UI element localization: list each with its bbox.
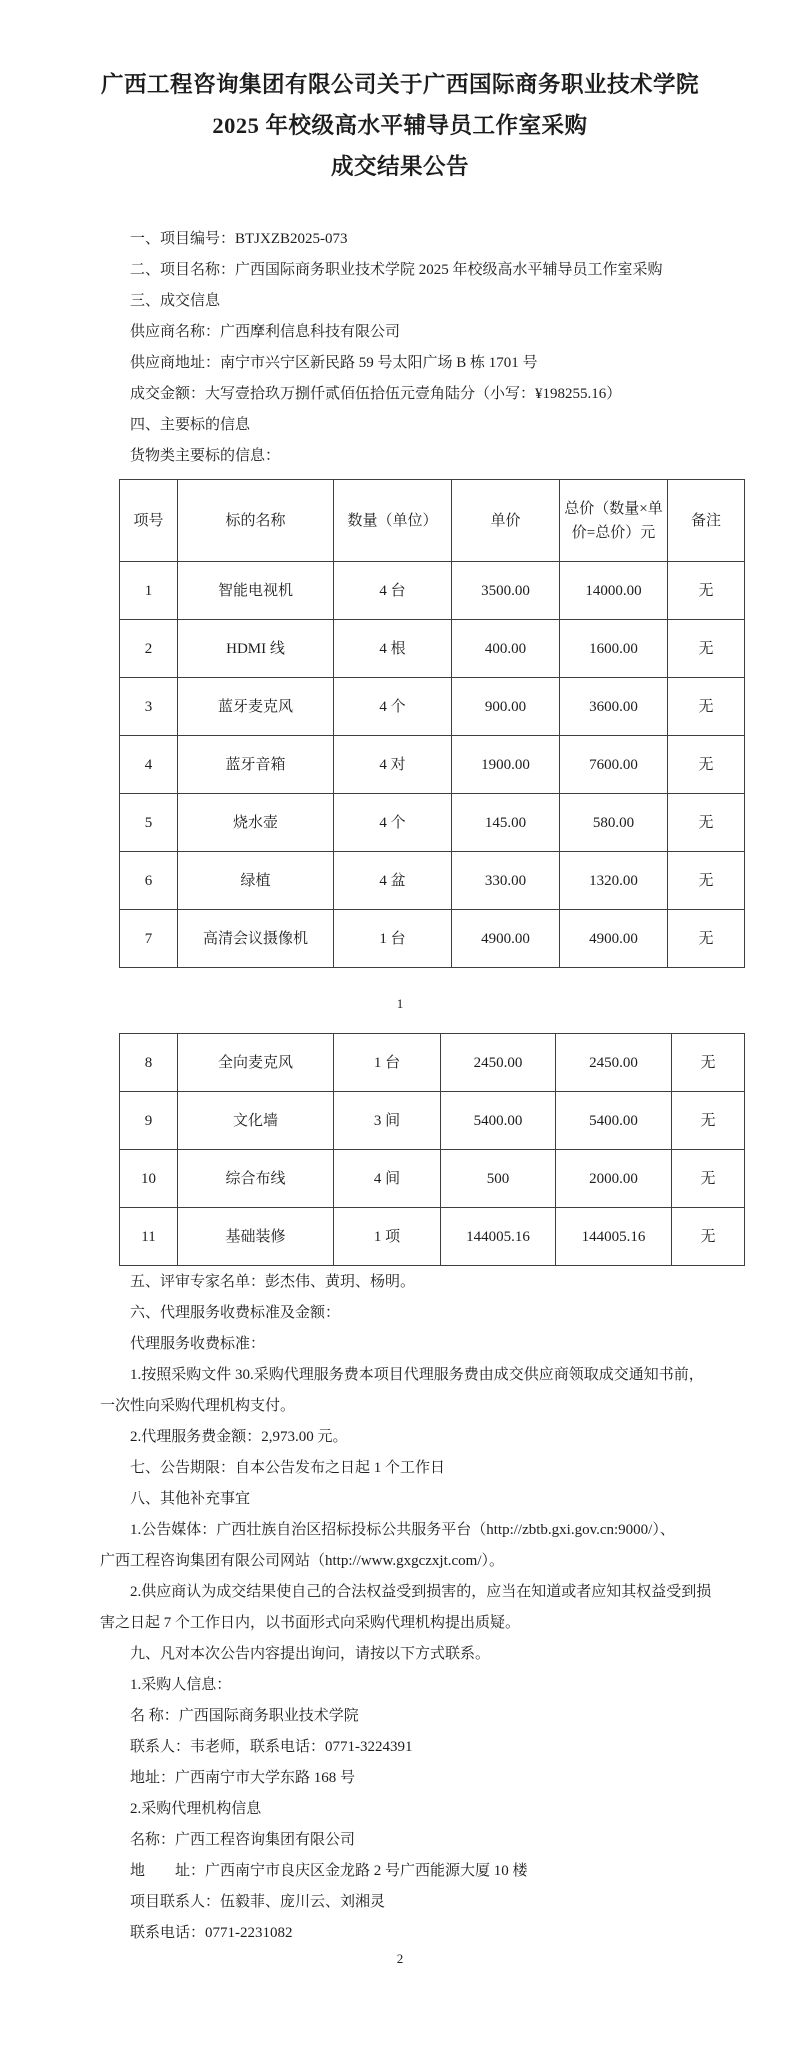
table-cell: 4 对	[334, 736, 452, 794]
main-subject-heading: 四、主要标的信息	[130, 417, 251, 433]
table-cell: 3600.00	[560, 678, 668, 736]
table-cell: 无	[668, 794, 745, 852]
table-cell: 6	[120, 852, 178, 910]
table-cell: 3 间	[334, 1092, 441, 1150]
table-cell: 无	[668, 678, 745, 736]
table-cell: 2	[120, 620, 178, 678]
table-row	[120, 678, 745, 736]
table-cell: 2450.00	[556, 1034, 672, 1092]
goods-table-page1	[119, 479, 745, 968]
column-header: 标的名称	[178, 480, 334, 562]
column-header: 项号	[120, 480, 178, 562]
table-cell: 基础装修	[178, 1208, 334, 1266]
table-cell: 4 个	[334, 794, 452, 852]
table-cell: 无	[672, 1150, 745, 1208]
table-cell: 14000.00	[560, 562, 668, 620]
table-cell: 4	[120, 736, 178, 794]
table-row	[120, 736, 745, 794]
table-cell: 1320.00	[560, 852, 668, 910]
table-cell: 1 台	[334, 1034, 441, 1092]
table-cell: 4 个	[334, 678, 452, 736]
table-row	[120, 1208, 745, 1266]
table-cell: 烧水壶	[178, 794, 334, 852]
table-cell: 全向麦克风	[178, 1034, 334, 1092]
table-cell: 4 间	[334, 1150, 441, 1208]
table-cell: 3	[120, 678, 178, 736]
table-cell: 无	[672, 1208, 745, 1266]
table-cell: 10	[120, 1150, 178, 1208]
table-cell: 无	[668, 736, 745, 794]
intro-section	[0, 224, 800, 472]
purchaser-contact: 联系人：韦老师，联系电话：0771-3224391	[130, 1739, 413, 1755]
title-line-2: 2025 年校级高水平辅导员工作室采购	[212, 113, 588, 138]
title-line-3: 成交结果公告	[330, 154, 469, 179]
column-header: 备注	[668, 480, 745, 562]
table-cell: 文化墙	[178, 1092, 334, 1150]
table-row	[120, 794, 745, 852]
table-cell: 900.00	[452, 678, 560, 736]
table-cell: 蓝牙麦克风	[178, 678, 334, 736]
document-title	[0, 64, 800, 187]
goods-subject-label: 货物类主要标的信息：	[130, 448, 281, 464]
table-cell: 1	[120, 562, 178, 620]
goods-table-page2	[119, 1033, 745, 1266]
column-header: 单价	[452, 480, 560, 562]
table-cell: 2000.00	[556, 1150, 672, 1208]
challenge-line2: 害之日起 7 个工作日内，以书面形式向采购代理机构提出质疑。	[100, 1615, 521, 1631]
table-cell: 4 盆	[334, 852, 452, 910]
table-cell: 145.00	[452, 794, 560, 852]
table-cell: 1900.00	[452, 736, 560, 794]
table-row	[120, 562, 745, 620]
table-cell: 智能电视机	[178, 562, 334, 620]
award-amount: 成交金额：大写壹拾玖万捌仟贰佰伍拾伍元壹角陆分（小写：¥198255.16）	[130, 386, 622, 402]
table-cell: 8	[120, 1034, 178, 1092]
supplier-name: 供应商名称：广西摩利信息科技有限公司	[130, 324, 401, 340]
table-cell: 330.00	[452, 852, 560, 910]
table-cell: 400.00	[452, 620, 560, 678]
table-row	[120, 1150, 745, 1208]
table-cell: 7600.00	[560, 736, 668, 794]
table-cell: HDMI 线	[178, 620, 334, 678]
agency-phone: 联系电话：0771-2231082	[130, 1925, 293, 1941]
table-cell: 11	[120, 1208, 178, 1266]
table-cell: 4 根	[334, 620, 452, 678]
agency-address: 地 址：广西南宁市良庆区金龙路 2 号广西能源大厦 10 楼	[130, 1863, 528, 1879]
fee-standard-text-line2: 一次性向采购代理机构支付。	[100, 1398, 296, 1414]
table-cell: 3500.00	[452, 562, 560, 620]
table-cell: 500	[441, 1150, 556, 1208]
agency-fee-heading: 六、代理服务收费标准及金额：	[130, 1305, 341, 1321]
table-cell: 144005.16	[556, 1208, 672, 1266]
table-cell: 4 台	[334, 562, 452, 620]
table-cell: 1 台	[334, 910, 452, 968]
table-cell: 高清会议摄像机	[178, 910, 334, 968]
table-row	[120, 852, 745, 910]
fee-amount: 2.代理服务费金额：2,973.00 元。	[130, 1429, 348, 1445]
table-cell: 无	[668, 852, 745, 910]
table-cell: 7	[120, 910, 178, 968]
title-line-1: 广西工程咨询集团有限公司关于广西国际商务职业技术学院	[100, 72, 699, 97]
table-cell: 综合布线	[178, 1150, 334, 1208]
table-cell: 无	[668, 910, 745, 968]
supplier-address: 供应商地址：南宁市兴宁区新民路 59 号太阳广场 B 栋 1701 号	[130, 355, 538, 371]
table-row	[120, 620, 745, 678]
agency-name: 名称：广西工程咨询集团有限公司	[130, 1832, 356, 1848]
other-matters-heading: 八、其他补充事宜	[130, 1491, 251, 1507]
column-header: 总价（数量×单价=总价）元	[560, 480, 668, 562]
table-cell: 绿植	[178, 852, 334, 910]
challenge-line1: 2.供应商认为成交结果使自己的合法权益受到损害的，应当在知道或者应知其权益受到损	[130, 1584, 712, 1600]
page-number-1: 1	[396, 996, 404, 1011]
media-line2: 广西工程咨询集团有限公司网站（http://www.gxgczxjt.com/）。	[100, 1553, 505, 1569]
table-row	[120, 910, 745, 968]
announcement-period: 七、公告期限：自本公告发布之日起 1 个工作日	[130, 1460, 446, 1476]
notes-section	[0, 1267, 800, 1949]
fee-standard-label: 代理服务收费标准：	[130, 1336, 266, 1352]
purchaser-address: 地址：广西南宁市大学东路 168 号	[130, 1770, 356, 1786]
table-cell: 蓝牙音箱	[178, 736, 334, 794]
table-cell: 无	[668, 620, 745, 678]
table-cell: 2450.00	[441, 1034, 556, 1092]
table-cell: 1 项	[334, 1208, 441, 1266]
table-cell: 4900.00	[452, 910, 560, 968]
goods-table-header-row	[120, 480, 745, 562]
table-cell: 无	[668, 562, 745, 620]
purchaser-name: 名 称：广西国际商务职业技术学院	[130, 1708, 359, 1724]
table-cell: 5	[120, 794, 178, 852]
column-header: 数量（单位）	[334, 480, 452, 562]
purchaser-heading: 1.采购人信息：	[130, 1677, 232, 1693]
table-cell: 无	[672, 1092, 745, 1150]
table-cell: 5400.00	[441, 1092, 556, 1150]
award-info-heading: 三、成交信息	[130, 293, 221, 309]
fee-standard-text-line1: 1.按照采购文件 30.采购代理服务费本项目代理服务费由成交供应商领取成交通知书前，	[130, 1367, 704, 1383]
table-cell: 4900.00	[560, 910, 668, 968]
experts-list: 五、评审专家名单：彭杰伟、黄玥、杨明。	[130, 1274, 416, 1290]
contact-heading: 九、凡对本次公告内容提出询问，请按以下方式联系。	[130, 1646, 491, 1662]
agency-contacts: 项目联系人：伍毅菲、庞川云、刘湘灵	[130, 1894, 386, 1910]
table-cell: 580.00	[560, 794, 668, 852]
table-row	[120, 1092, 745, 1150]
table-cell: 1600.00	[560, 620, 668, 678]
table-cell: 5400.00	[556, 1092, 672, 1150]
agency-heading: 2.采购代理机构信息	[130, 1801, 262, 1817]
table-cell: 无	[672, 1034, 745, 1092]
media-line1: 1.公告媒体：广西壮族自治区招标投标公共服务平台（http://zbtb.gxi.gov.cn:9000/）、	[130, 1522, 675, 1538]
project-name: 二、项目名称：广西国际商务职业技术学院 2025 年校级高水平辅导员工作室采购	[130, 262, 663, 278]
table-cell: 144005.16	[441, 1208, 556, 1266]
page-number-2: 2	[396, 1951, 404, 1966]
project-number: 一、项目编号：BTJXZB2025-073	[130, 231, 348, 247]
table-row	[120, 1034, 745, 1092]
table-cell: 9	[120, 1092, 178, 1150]
